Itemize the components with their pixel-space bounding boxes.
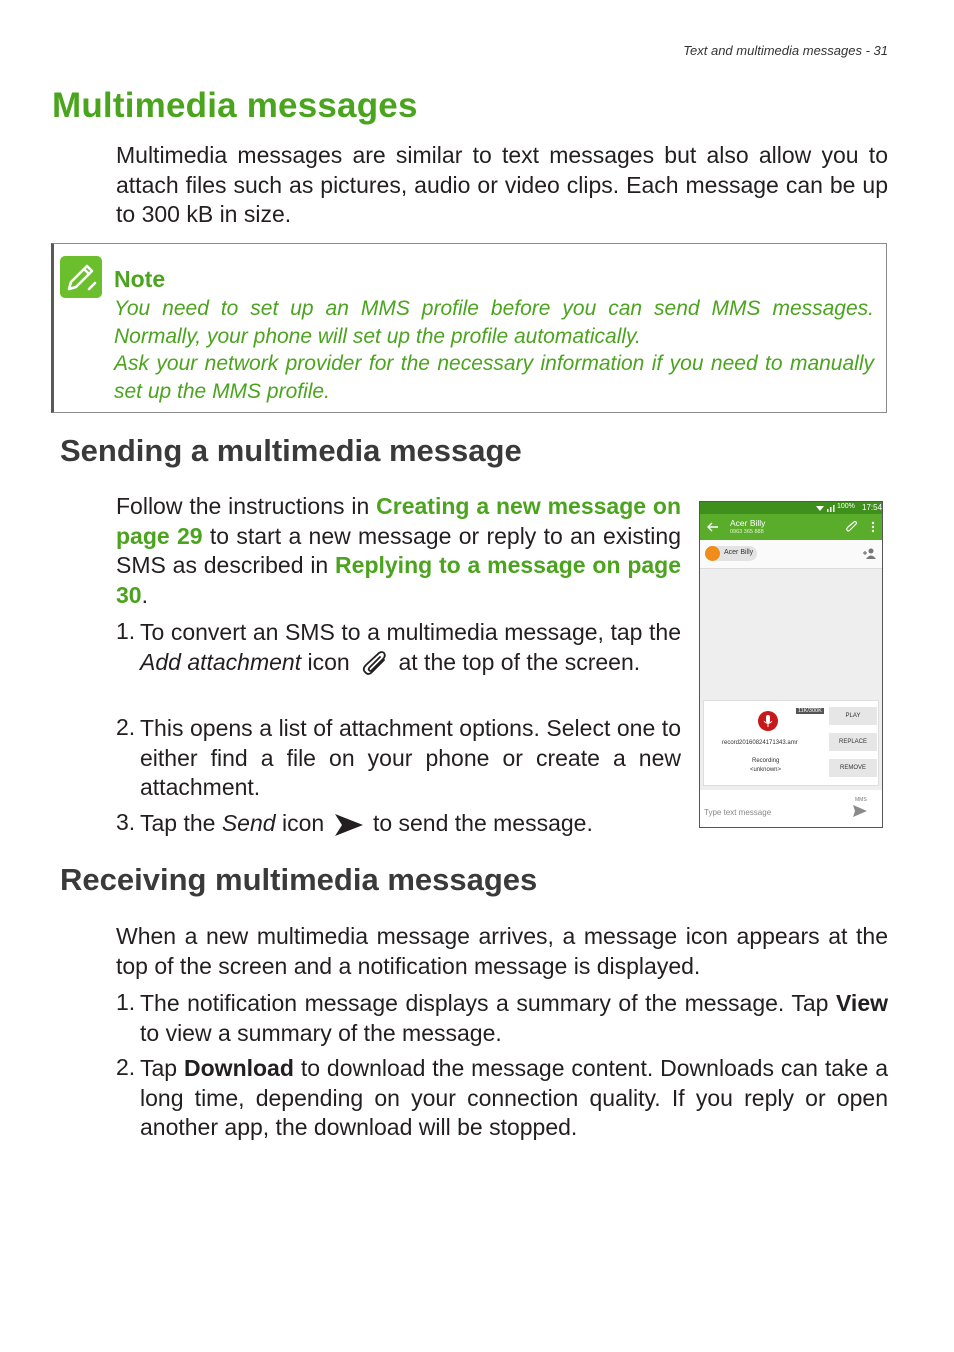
recording-sub: <unknown> [750,767,782,773]
contact-name: Acer Billy [730,518,766,528]
phone-screenshot [699,501,883,828]
sending-step-1 [140,618,681,677]
section-heading-sending: Sending a multimedia message [60,433,522,468]
attachment-panel [703,700,879,786]
recv-step1-pre: The notification message displays a summary of the message. Tap [140,990,829,1016]
size-badge: 11K/300K [798,708,822,714]
sending-intro [116,492,681,610]
link-replying-to-message[interactable]: Replying to a message on page 30 [116,552,682,608]
step3-pre: Tap the [140,810,216,836]
receiving-step-1 [140,989,888,1048]
app-bar [700,514,882,540]
battery-level: 100% [837,503,855,510]
section-heading-receiving: Receiving multimedia messages [60,862,538,897]
recipient-bar [700,540,882,569]
recv-step2-post: to download the message content. Downloads can take a long time, depending on your connection quality. If you reply or open another app, the download will be stopped. [140,1055,889,1140]
step-number: 1. [116,989,136,1015]
recipient-name: Acer Billy [724,549,754,556]
receiving-step-2 [140,1054,888,1143]
mms-label: MMS [855,797,867,803]
recv-step2-pre: Tap [140,1055,178,1081]
running-header: Text and multimedia messages - 31 [683,43,888,58]
sending-intro-end: . [141,581,148,608]
remove-button[interactable]: REMOVE [829,759,877,777]
step-number: 3. [116,809,136,835]
note-text-2: Ask your network provider for the necessary information if you need to manually set up the MMS profile. [114,352,874,403]
avatar [705,546,720,561]
step1-pre: To convert an SMS to a multimedia message, tap the [140,619,681,645]
recipient-chip[interactable] [705,546,757,561]
recording-label: Recording [752,758,780,764]
back-arrow-icon[interactable] [707,522,719,532]
receiving-intro: When a new multimedia message arrives, a message icon appears at the top of the screen and a notification message is displayed. [116,923,888,979]
sending-step-3 [140,809,700,839]
recv-step1-post: to view a summary of the message. [140,1019,502,1046]
add-contact-icon[interactable] [862,548,876,559]
step1-em: Add attachment [140,648,302,675]
status-time: 17:54 [862,503,883,512]
download-keyword: Download [184,1055,294,1081]
contact-number: 0963 365 888 [730,529,764,535]
sending-intro-mid: to start a new message or reply to an existing SMS as described in [116,522,682,578]
note-pencil-icon [60,256,102,298]
replace-button[interactable]: REPLACE [829,733,877,751]
note-text-1: You need to set up an MMS profile before you can send MMS messages. Normally, your phone will set up the profile automatically. [114,297,874,348]
step3-post: to send the message. [372,810,593,836]
signal-icon [815,504,837,512]
note-title: Note [114,266,166,292]
page-title: Multimedia messages [52,86,418,125]
more-options-icon[interactable] [871,521,875,533]
step1-mid: icon [307,648,350,675]
paperclip-icon [356,650,392,676]
attach-icon[interactable] [845,521,859,533]
sending-step-2: This opens a list of attachment options. Select one to either find a file on your phone or create a new attachment. [140,715,681,800]
message-input[interactable]: Type text message [704,808,772,817]
attachment-file-name: record20160824171343.amr [722,740,798,746]
compose-bar [700,790,882,827]
status-bar [700,502,882,514]
step-number: 1. [116,618,136,644]
step1-post: at the top of the screen. [398,648,641,675]
send-message-icon[interactable] [852,804,868,818]
microphone-icon [758,711,778,731]
view-keyword: View [836,990,888,1016]
sending-intro-pre: Follow the instructions in [116,493,370,519]
step-number: 2. [116,1054,136,1080]
send-icon [331,812,367,838]
link-creating-new-message[interactable]: Creating a new message on page 29 [116,493,682,549]
play-button[interactable]: PLAY [829,707,877,725]
step-number: 2. [116,714,136,740]
step3-mid: icon [281,810,325,836]
intro-paragraph: Multimedia messages are similar to text messages but also allow you to attach files such as pictures, audio or video clips. Each message can be up to 300 kB in size. [116,142,888,227]
step3-em: Send [221,810,276,836]
